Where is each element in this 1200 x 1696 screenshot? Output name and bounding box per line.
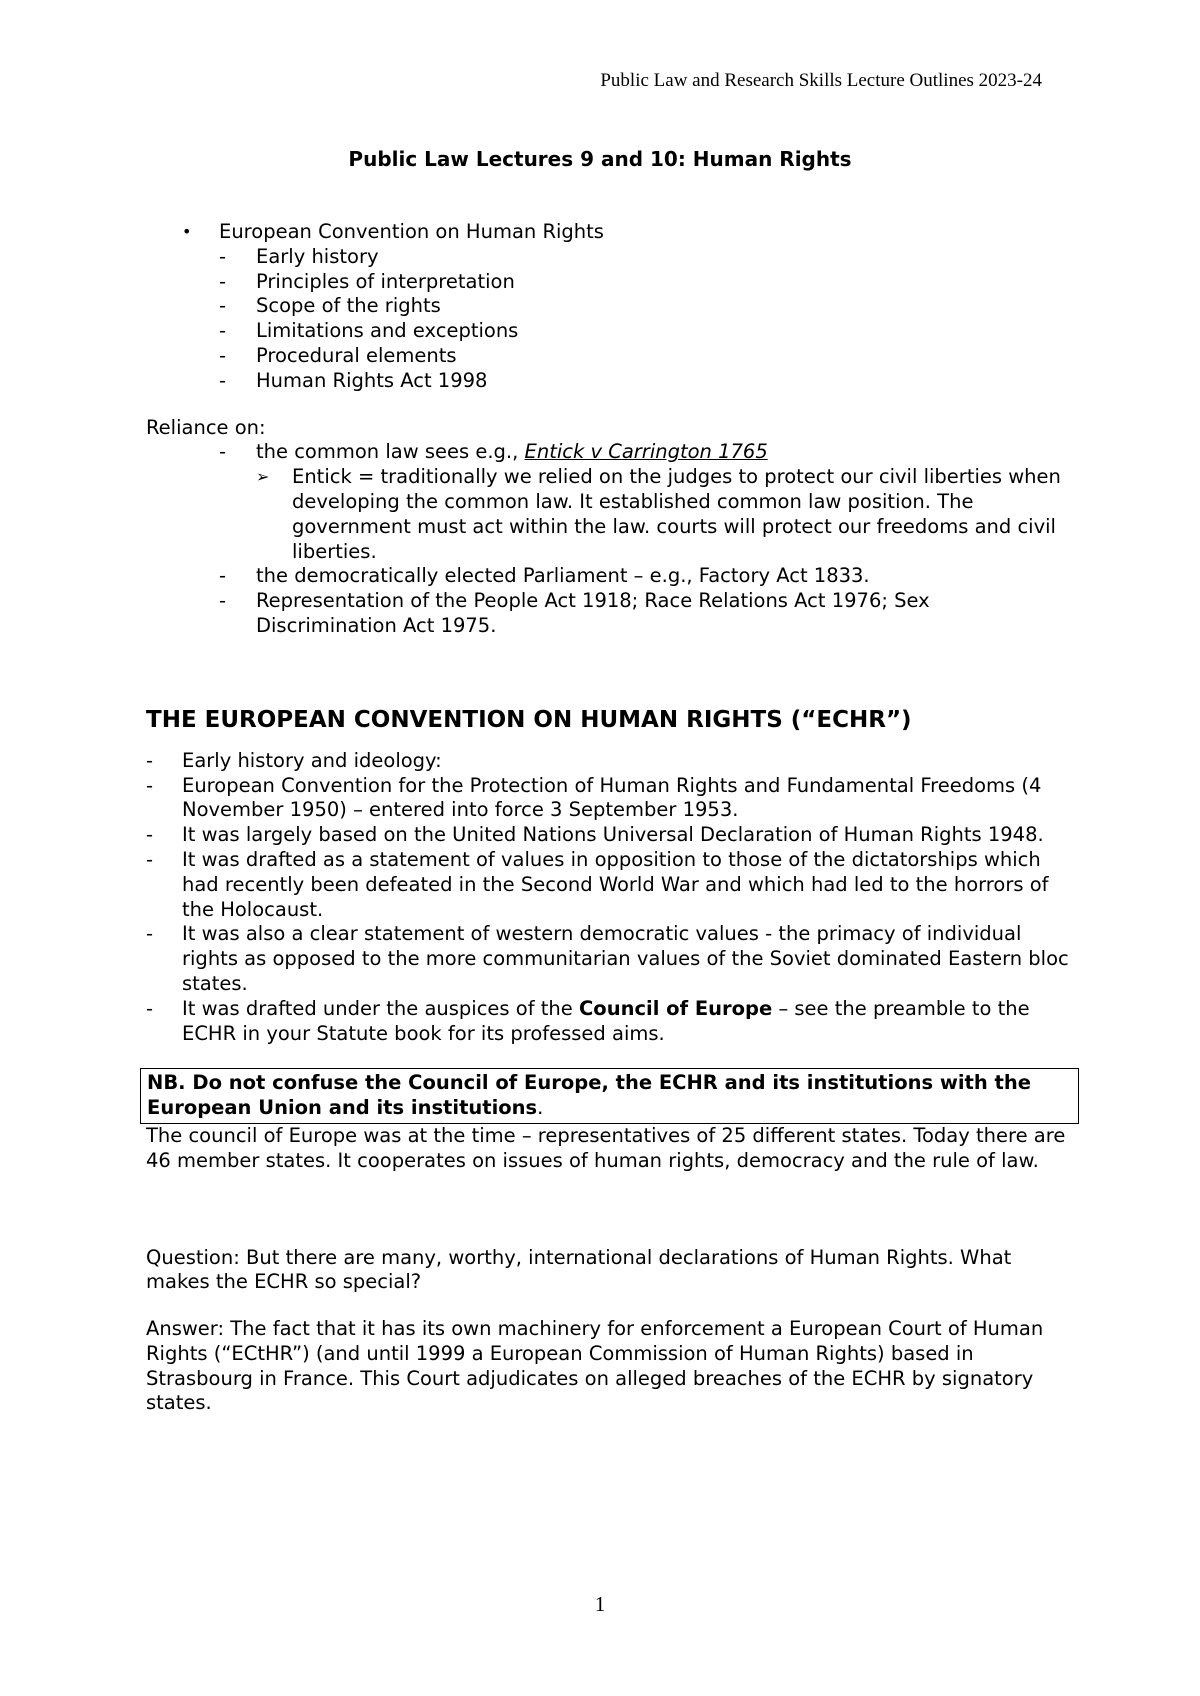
arrow-marker: ➢ [256,467,270,487]
list-item [146,922,1076,996]
list-item-text: European Convention on Human Rights [219,220,604,243]
dash-marker: - [219,294,227,318]
bullet-marker: • [182,222,192,241]
list-item [146,589,1076,639]
list-item [146,564,1076,589]
nb-callout-end: . [537,1096,544,1120]
dash-marker: - [146,847,154,871]
list-item [146,848,1076,922]
list-item [146,749,1076,774]
dash-marker: - [219,368,227,392]
dash-marker: - [146,922,154,946]
history-list [146,749,1076,1047]
list-item [146,245,1076,270]
list-item-text: Principles of interpretation [256,269,515,293]
dash-marker: - [219,440,227,464]
list-item-text: European Convention for the Protection of Human Rights and Fundamental Freedoms (4 November 1950) – entered into force 3 September 1953. [182,773,1042,822]
page-title: Public Law Lectures 9 and 10: Human Rights [348,147,852,171]
list-item-text: Human Rights Act 1998 [256,368,488,392]
outline-list [146,220,1076,394]
list-item [146,823,1076,848]
list-item-text: Early history [256,244,379,268]
list-item-prefix: It was drafted under the auspices of the [182,996,579,1020]
list-item [146,440,1076,465]
list-item [146,774,1076,824]
section-heading: THE EUROPEAN CONVENTION ON HUMAN RIGHTS (“ECHR”) [146,706,912,733]
dash-marker: - [219,589,227,613]
dash-marker: - [146,748,154,772]
list-item [146,465,1076,564]
dash-marker: - [219,319,227,343]
list-item-text: Entick = traditionally we relied on the judges to protect our civil liberties when developing the common law. It established common law position. The government must act within the law. courts will protect our freedoms and civil liberties. [292,465,1061,563]
list-item-text: the common law sees e.g., [256,440,525,464]
list-item-suffix: – see the preamble to the ECHR in your Statute book for its professed aims. [182,996,1030,1045]
council-paragraph: The council of Europe was at the time – representatives of 25 different states. Today there are 46 member states. It cooperates on issues of human rights, democracy and the rule of law. [146,1123,1066,1172]
list-item-text: the democratically elected Parliament – e.g., Factory Act 1833. [256,564,870,588]
dash-marker: - [219,244,227,268]
dash-marker: - [219,564,227,588]
answer-paragraph: Answer: The fact that it has its own machinery for enforcement a European Court of Human Rights (“ECtHR”) (and until 1999 a European Commission of Human Rights) based in Strasbourg in France. This Court adjudicates on alleged breaches of the ECHR by signatory states. [146,1317,1044,1415]
list-item-text: Procedural elements [256,343,457,367]
running-header: Public Law and Research Skills Lecture Outlines 2023-24 [600,70,1042,91]
dash-marker: - [146,823,154,847]
list-item-text: It was largely based on the United Nations Universal Declaration of Human Rights 1948. [182,823,1044,847]
list-item [146,319,1076,344]
dash-marker: - [146,996,154,1020]
nb-callout-text: NB. Do not confuse the Council of Europe, the ECHR and its institutions with the European Union and its institutions [147,1071,1031,1120]
list-item [146,344,1076,369]
list-item-text: Limitations and exceptions [256,319,519,343]
list-item-text: It was drafted as a statement of values in opposition to those of the dictatorships which had recently been defeated in the Second World War and which had led to the horrors of the Holocaust. [182,847,1049,921]
list-item [146,294,1076,319]
list-item-text: Scope of the rights [256,294,441,318]
list-item [146,270,1076,295]
case-citation: Entick v Carrington 1765 [524,440,768,464]
list-item [146,369,1076,394]
list-item-text: It was also a clear statement of western democratic values - the primacy of individual rights as opposed to the more communitarian values of the Soviet dominated Eastern bloc states. [182,922,1069,995]
question-paragraph: Question: But there are many, worthy, international declarations of Human Rights. What makes the ECHR so special? [146,1245,1012,1294]
page-number: 1 [594,1592,606,1616]
dash-marker: - [219,343,227,367]
document-body [146,220,1076,1416]
dash-marker: - [146,773,154,797]
reliance-list [146,440,1076,638]
list-item [146,220,1076,245]
council-of-europe-emphasis: Council of Europe [578,996,773,1020]
nb-callout-box [140,1068,1079,1124]
list-item-text [182,997,1030,1045]
list-item [146,997,1076,1047]
list-item-text: Representation of the People Act 1918; Race Relations Act 1976; Sex Discrimination Act 1975. [256,589,930,637]
list-item-text: Early history and ideology: [182,748,442,772]
reliance-heading: Reliance on: [146,415,266,439]
dash-marker: - [219,269,227,293]
